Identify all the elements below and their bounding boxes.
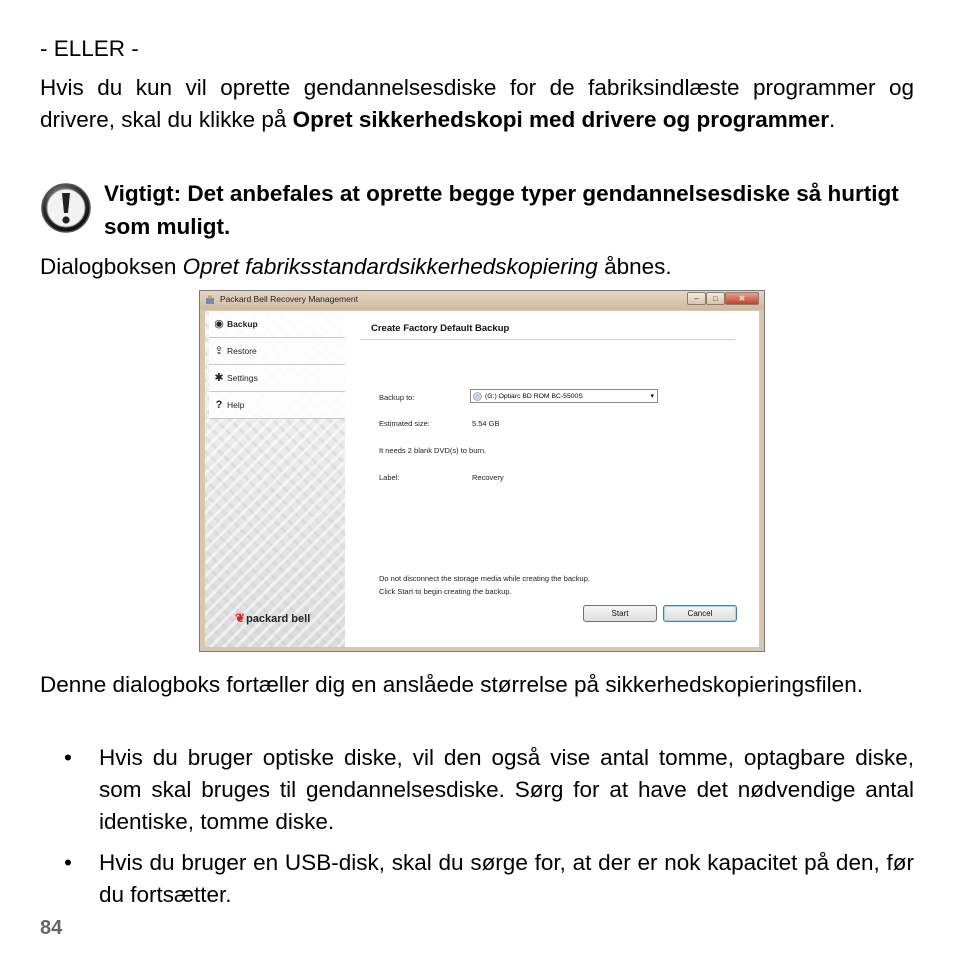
- intro-paragraph: [40, 72, 914, 136]
- estimated-size-value: 5.54 GB: [472, 419, 500, 428]
- dialog-name: Opret fabriksstandardsikkerhedskopiering: [182, 254, 598, 279]
- close-button[interactable]: ✕: [725, 292, 759, 305]
- exclamation-icon: [40, 182, 92, 234]
- cancel-button[interactable]: Cancel: [663, 605, 737, 622]
- eller-separator: - ELLER -: [40, 36, 139, 61]
- backup-to-select[interactable]: [470, 389, 658, 403]
- warning-note-line1: Do not disconnect the storage media while creating the backup.: [379, 574, 590, 583]
- restore-icon: ⇪: [214, 345, 224, 357]
- logo-mark-icon: ❦: [235, 611, 246, 625]
- dialog-intro-text: Dialogboksen: [40, 254, 183, 279]
- bullet-text: Hvis du bruger optiske diske, vil den også vise antal tomme, optagbare diske, som skal bruges til gendannelsesdiske. Sørg for at have det nødvendige antal identiske, tomme diske.: [99, 745, 914, 834]
- minimize-button[interactable]: –: [687, 292, 706, 305]
- dialog-intro-end: åbnes.: [597, 254, 672, 279]
- page-number: 84: [40, 917, 63, 939]
- sidebar-item-label: Help: [227, 400, 245, 410]
- intro-end: .: [829, 107, 836, 132]
- dialog-description-paragraph: Denne dialogboks fortæller dig en anslåede størrelse på sikkerhedskopieringsfilen.: [40, 672, 863, 697]
- gear-icon: ✱: [214, 372, 224, 384]
- window-titlebar: [200, 291, 764, 310]
- sidebar-item-label: Backup: [227, 319, 258, 329]
- sidebar-item-label: Restore: [227, 346, 257, 356]
- bullet-marker: •: [64, 850, 72, 875]
- packard-bell-logo: [235, 611, 310, 625]
- estimated-size-label: Estimated size:: [379, 419, 430, 428]
- content-divider: [360, 339, 735, 340]
- bullet-item: [64, 847, 914, 911]
- disc-icon: ◉: [214, 318, 224, 330]
- warning-note-line2: Click Start to begin creating the backup.: [379, 587, 512, 596]
- sidebar-item-backup[interactable]: [209, 311, 345, 338]
- bullet-marker: •: [64, 745, 72, 770]
- maximize-button[interactable]: □: [706, 292, 725, 305]
- sidebar-item-help[interactable]: [209, 392, 345, 419]
- chevron-down-icon: ▾: [650, 393, 654, 400]
- bullet-text: Hvis du bruger en USB-disk, skal du sørge for, at der er nok kapacitet på den, før du fortsætter.: [99, 850, 914, 907]
- bullet-item: [64, 742, 914, 838]
- logo-text: packard bell: [246, 613, 311, 625]
- label-value: Recovery: [472, 473, 504, 482]
- window-client-area: [205, 311, 759, 647]
- intro-text: Hvis du kun vil oprette gendannelsesdiske for de fabriksindlæste programmer og drivere, skal du klikke på: [40, 75, 914, 132]
- sidebar-item-settings[interactable]: [209, 365, 345, 392]
- sidebar-item-restore[interactable]: [209, 338, 345, 365]
- window-title: Packard Bell Recovery Management: [220, 294, 358, 304]
- optical-drive-icon: [473, 392, 482, 401]
- dvd-count-text: It needs 2 blank DVD(s) to burn.: [379, 446, 487, 455]
- help-icon: ?: [215, 399, 223, 411]
- intro-bold-option: Opret sikkerhedskopi med drivere og programmer: [292, 107, 830, 132]
- label-label: Label:: [379, 473, 400, 482]
- app-icon: [205, 295, 215, 305]
- content-title: Create Factory Default Backup: [371, 323, 510, 334]
- recovery-window-screenshot: [199, 290, 765, 652]
- backup-to-value: (G:) Optiarc BD ROM BC-5500S: [485, 393, 583, 400]
- backup-to-label: Backup to:: [379, 393, 415, 402]
- sidebar-item-label: Settings: [227, 373, 258, 383]
- dialog-intro: [40, 251, 914, 283]
- sidebar: [205, 311, 345, 647]
- warning-text: Vigtigt: Det anbefales at oprette begge typer gendannelsesdiske så hurtigt som muligt.: [104, 181, 899, 239]
- start-button[interactable]: Start: [583, 605, 657, 622]
